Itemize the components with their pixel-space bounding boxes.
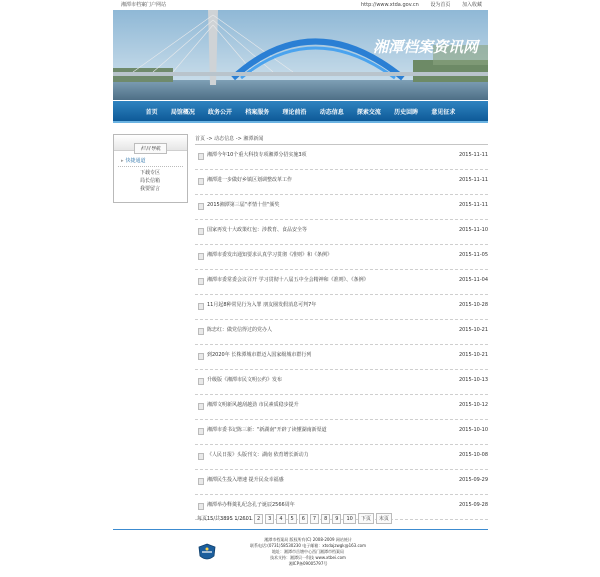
news-title-link[interactable]: 国家再发十大政策红包：涉教育、食品安全等 [207,227,308,233]
sidebar-header-label: 栏目导航 [134,143,166,154]
news-list [195,145,488,520]
sidebar-section-title [121,157,187,164]
news-row [195,445,488,470]
nav-divider [113,121,488,123]
nav-item-1[interactable]: 局馆概况 [170,108,195,116]
bullet-icon: ▸ [121,158,124,164]
sidebar-link-1[interactable]: 局长信箱 [140,178,161,184]
document-icon [198,253,204,260]
document-icon [198,353,204,360]
sidebar-link-2[interactable]: 我要留言 [140,186,161,192]
footer-line-1: 联系电话:(0731)58530230 电子邮箱：xtsdajzwgk@163.com [249,543,367,548]
news-title-link[interactable]: 陈忠红：做党信得过的党办人 [207,327,273,333]
document-icon [198,403,204,410]
page-link-3[interactable]: 3 [265,514,274,524]
pagination [197,513,394,524]
nav-item-7[interactable]: 历史回眸 [394,108,419,116]
nav-item-6[interactable]: 探索交流 [356,108,381,116]
next-page-button[interactable]: 下页 [358,513,374,524]
news-row [195,470,488,495]
banner [113,10,488,100]
news-title-link[interactable]: 湘潭民生投入增速 提升民众幸福感 [207,477,284,483]
banner-site-title: 湘潭档案资讯网 [372,38,478,56]
news-row [195,345,488,370]
news-row [195,420,488,445]
news-date: 2015-11-05 [458,252,488,258]
news-date: 2015-11-11 [458,152,488,158]
document-icon [198,453,204,460]
page-link-2[interactable]: 2 [254,514,263,524]
news-row [195,245,488,270]
news-title-link[interactable]: 2015湘潭第三届"孝情十佳"颁奖 [207,202,280,208]
news-title-link[interactable]: 湘潭市委发出通知要求认真学习贯彻《准则》和《条例》 [207,252,333,258]
footer [113,537,488,577]
police-badge-icon[interactable] [197,543,217,563]
document-icon [198,478,204,485]
news-date: 2015-10-13 [458,377,488,383]
news-title-link[interactable]: 湘潭市委书记陈三新："新湖南"开辟了读懂湖南新渠道 [207,427,327,433]
news-date: 2015-10-21 [458,327,488,333]
document-icon [198,203,204,210]
footer-line-3: 技术支持：湘潭贝一科技 www.xtbei.com [270,555,346,560]
news-row [195,370,488,395]
set-home-link[interactable]: 设为首页 [430,2,451,8]
document-icon [198,428,204,435]
top-links [351,0,482,10]
page-link-9[interactable]: 9 [332,514,341,524]
page-link-5[interactable]: 5 [288,514,297,524]
footer-line-2: 地址：湘潭市岳塘中心西门湘潭市档案局 [272,549,344,554]
footer-line-0: 湘潭市档案局 版权所有(C) 2008-2009 网站统计 [264,537,352,542]
news-title-link[interactable]: 11月起8种常见行为入罪 朋友圈发假消息可判7年 [207,302,317,308]
news-date: 2015-10-08 [458,452,488,458]
page-link-10[interactable]: 10 [343,514,355,524]
footer-text [233,537,383,567]
sidebar-links [140,169,187,193]
footer-line-4: 湘ICP备09005797号 [288,561,328,566]
news-date: 2015-11-11 [458,202,488,208]
news-title-link[interactable]: 《人民日报》头版刊文：湖南 依育增长新动力 [207,452,309,458]
nav-item-8[interactable]: 意见征求 [431,108,456,116]
news-date: 2015-10-12 [458,402,488,408]
nav-item-2[interactable]: 政务公开 [208,108,233,116]
news-title-link[interactable]: 湘潭今年10个重大科技专项湘潭分招实施3项 [207,152,307,158]
sidebar-header [114,135,187,151]
news-title-link[interactable]: 湘潭市委常委会议召开 学习贯彻十八届五中全会精神和《准则》、《条例》 [207,277,369,283]
last-page-button[interactable]: 末页 [376,513,392,524]
news-row [195,145,488,170]
main-nav [113,101,488,121]
news-row [195,170,488,195]
page-link-8[interactable]: 8 [321,514,330,524]
news-row [195,270,488,295]
sidebar [113,134,188,203]
document-icon [198,303,204,310]
news-row [195,295,488,320]
document-icon [198,153,204,160]
bridge-banner-image [113,10,488,100]
news-title-link[interactable]: 到2020年 长株潭城市群迈入国家级城市群行列 [207,352,312,358]
news-row [195,395,488,420]
sidebar-section-label: 快捷通道 [125,158,146,164]
sidebar-link-0[interactable]: 下载专区 [140,170,161,176]
breadcrumb: 首页 -> 动态信息 -> 湘潭新闻 [195,135,488,145]
pagination-info: 每页15/共3895 1/2601 [197,516,252,522]
news-title-link[interactable]: 升级版《湘潭市民文明公约》发布 [207,377,283,383]
news-row [195,220,488,245]
page-link-4[interactable]: 4 [276,514,285,524]
page-link-6[interactable]: 6 [299,514,308,524]
news-date: 2015-10-10 [458,427,488,433]
news-date: 2015-11-11 [458,177,488,183]
news-row [195,195,488,220]
footer-divider [113,529,488,530]
nav-item-4[interactable]: 理论前沿 [282,108,307,116]
document-icon [198,228,204,235]
news-date: 2015-11-04 [458,277,488,283]
page-link-7[interactable]: 7 [310,514,319,524]
news-date: 2015-10-21 [458,352,488,358]
news-row [195,320,488,345]
sidebar-separator [118,166,183,167]
document-icon [198,278,204,285]
news-title-link[interactable]: 湘潭文明新风越刮越劲 市民素质稳步提升 [207,402,299,408]
document-icon [198,378,204,385]
news-date: 2015-11-10 [458,227,488,233]
nav-item-0[interactable]: 首页 [145,108,158,116]
site-url-link[interactable]: http://www.xtda.gov.cn [361,2,419,8]
document-icon [198,328,204,335]
news-date: 2015-09-28 [458,502,488,508]
portal-label: 湘潭市档案门户网站 [121,2,167,8]
add-favorite-link[interactable]: 加入收藏 [461,2,482,8]
nav-items [113,101,488,121]
news-title-link[interactable]: 湘潭举办释奠礼纪念孔子诞辰2566周年 [207,502,295,508]
news-date: 2015-10-28 [458,302,488,308]
news-title-link[interactable]: 湘潭进一步做好乡镇区划调整改革工作 [207,177,293,183]
document-icon [198,178,204,185]
news-date: 2015-09-29 [458,477,488,483]
document-icon [198,503,204,510]
top-bar [113,0,488,10]
nav-item-5[interactable]: 动态信息 [319,108,344,116]
nav-item-3[interactable]: 档案服务 [245,108,270,116]
